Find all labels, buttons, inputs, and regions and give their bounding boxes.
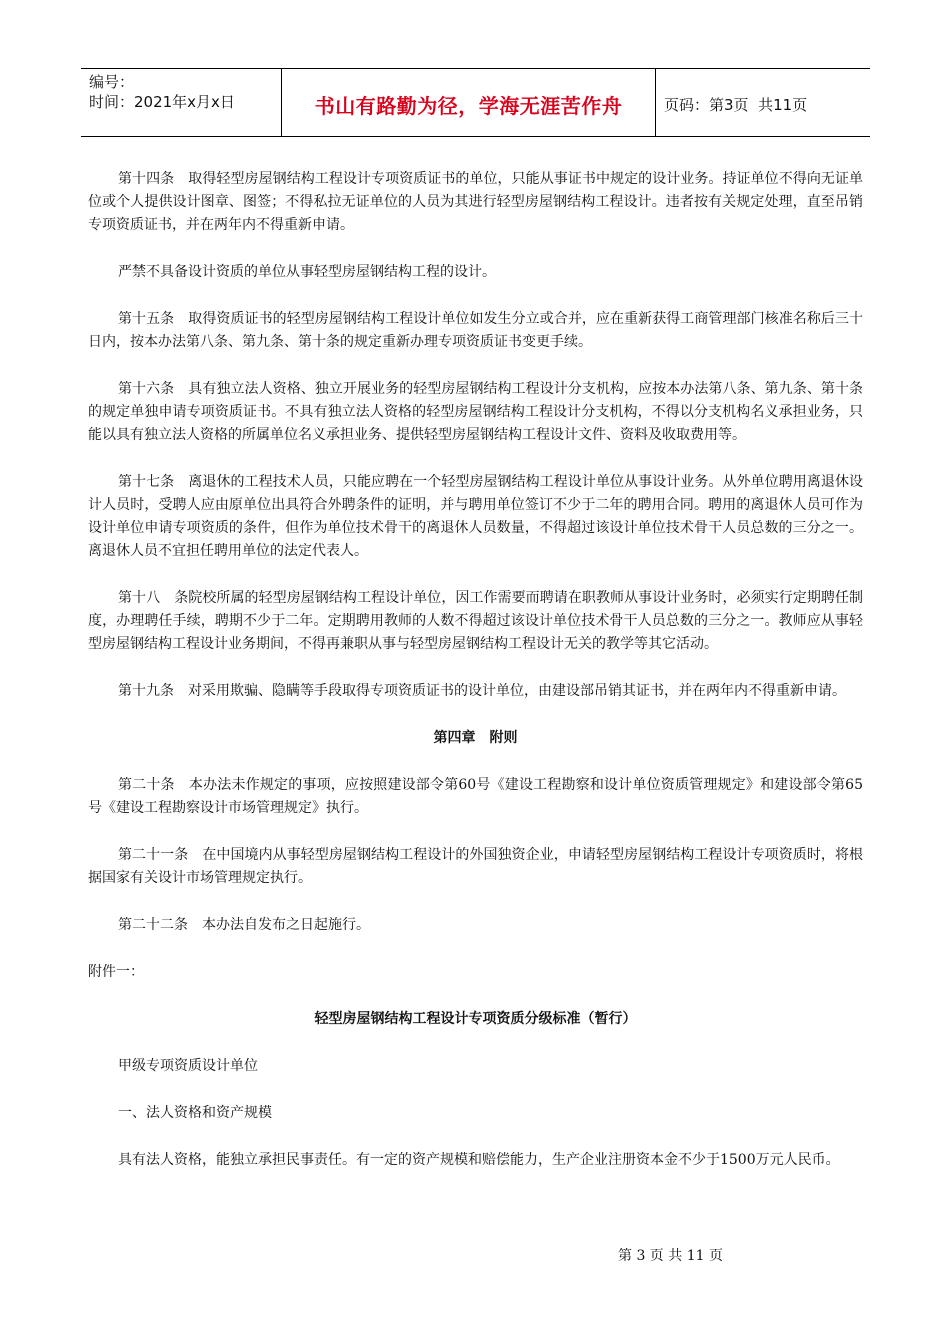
article-22: 第二十二条 本办法自发布之日起施行。 bbox=[118, 917, 370, 933]
article-14: 第十四条 取得轻型房屋钢结构工程设计专项资质证书的单位，只能从事证书中规定的设计业务。持证单位不得向无证单位或个人提供设计图章、图签；不得私拉无证单位的人员为其进行轻型房屋钢结构工程设计。违者按有关规定处理，直至吊销专项资质证书，并在两年内不得重新申请。 bbox=[88, 171, 863, 233]
article-20: 第二十条 本办法未作规定的事项，应按照建设部令第60号《建设工程勘察和设计单位资质管理规定》和建设部令第65号《建设工程勘察设计市场管理规定》执行。 bbox=[88, 777, 863, 816]
annex-title: 轻型房屋钢结构工程设计专项资质分级标准（暂行） bbox=[314, 1011, 637, 1027]
page-header bbox=[81, 68, 870, 137]
header-page-info: 页码：第3页 共11页 bbox=[664, 96, 808, 114]
document-time-label: 时间：2021年x月x日 bbox=[89, 93, 235, 111]
document-number-label: 编号： bbox=[89, 73, 135, 91]
chapter-heading: 第四章 附则 bbox=[433, 730, 518, 746]
section-heading: 一、法人资格和资产规模 bbox=[118, 1105, 272, 1121]
article-21: 第二十一条 在中国境内从事轻型房屋钢结构工程设计的外国独资企业，申请轻型房屋钢结构工程设计专项资质时，将根据国家有关设计市场管理规定执行。 bbox=[88, 847, 863, 886]
header-motto: 书山有路勤为径，学海无涯苦作舟 bbox=[314, 94, 623, 118]
article-19: 第十九条 对采用欺骗、隐瞒等手段取得专项资质证书的设计单位，由建设部吊销其证书，并在两年内不得重新申请。 bbox=[118, 683, 846, 699]
header-meta-cell bbox=[81, 69, 281, 136]
article-18: 第十八 条院校所属的轻型房屋钢结构工程设计单位，因工作需要而聘请在职教师从事设计业务时，必须实行定期聘任制度，办理聘任手续，聘期不少于二年。定期聘用教师的人数不得超过该设计单位技术骨干人员总数的三分之一。教师应从事轻型房屋钢结构工程设计业务期间，不得再兼职从事与轻型房屋钢结构工程设计无关的教学等其它活动。 bbox=[88, 590, 863, 652]
grade-heading: 甲级专项资质设计单位 bbox=[118, 1058, 258, 1074]
header-motto-cell bbox=[281, 69, 656, 136]
document-body bbox=[88, 168, 863, 1196]
section-text: 具有法人资格，能独立承担民事责任。有一定的资产规模和赔偿能力，生产企业注册资本金不少于1500万元人民币。 bbox=[118, 1152, 840, 1168]
footer-page-number: 第 3 页 共 11 页 bbox=[618, 1248, 723, 1264]
header-page-cell bbox=[656, 69, 870, 136]
article-14-note: 严禁不具备设计资质的单位从事轻型房屋钢结构工程的设计。 bbox=[118, 264, 496, 280]
article-16: 第十六条 具有独立法人资格、独立开展业务的轻型房屋钢结构工程设计分支机构，应按本办法第八条、第九条、第十条的规定单独申请专项资质证书。不具有独立法人资格的轻型房屋钢结构工程设计分支机构，不得以分支机构名义承担业务，只能以具有独立法人资格的所属单位名义承担业务、提供轻型房屋钢结构工程设计文件、资料及收取费用等。 bbox=[88, 381, 863, 443]
article-15: 第十五条 取得资质证书的轻型房屋钢结构工程设计单位如发生分立或合并，应在重新获得工商管理部门核准名称后三十日内，按本办法第八条、第九条、第十条的规定重新办理专项资质证书变更手续。 bbox=[88, 311, 863, 350]
annex-label: 附件一： bbox=[88, 964, 144, 980]
article-17: 第十七条 离退休的工程技术人员，只能应聘在一个轻型房屋钢结构工程设计单位从事设计业务。从外单位聘用离退休设计人员时，受聘人应由原单位出具符合外聘条件的证明，并与聘用单位签订不少于二年的聘用合同。聘用的离退休人员可作为设计单位申请专项资质的条件，但作为单位技术骨干的离退休人员数量，不得超过该设计单位技术骨干人员总数的三分之一。离退休人员不宜担任聘用单位的法定代表人。 bbox=[88, 474, 863, 559]
